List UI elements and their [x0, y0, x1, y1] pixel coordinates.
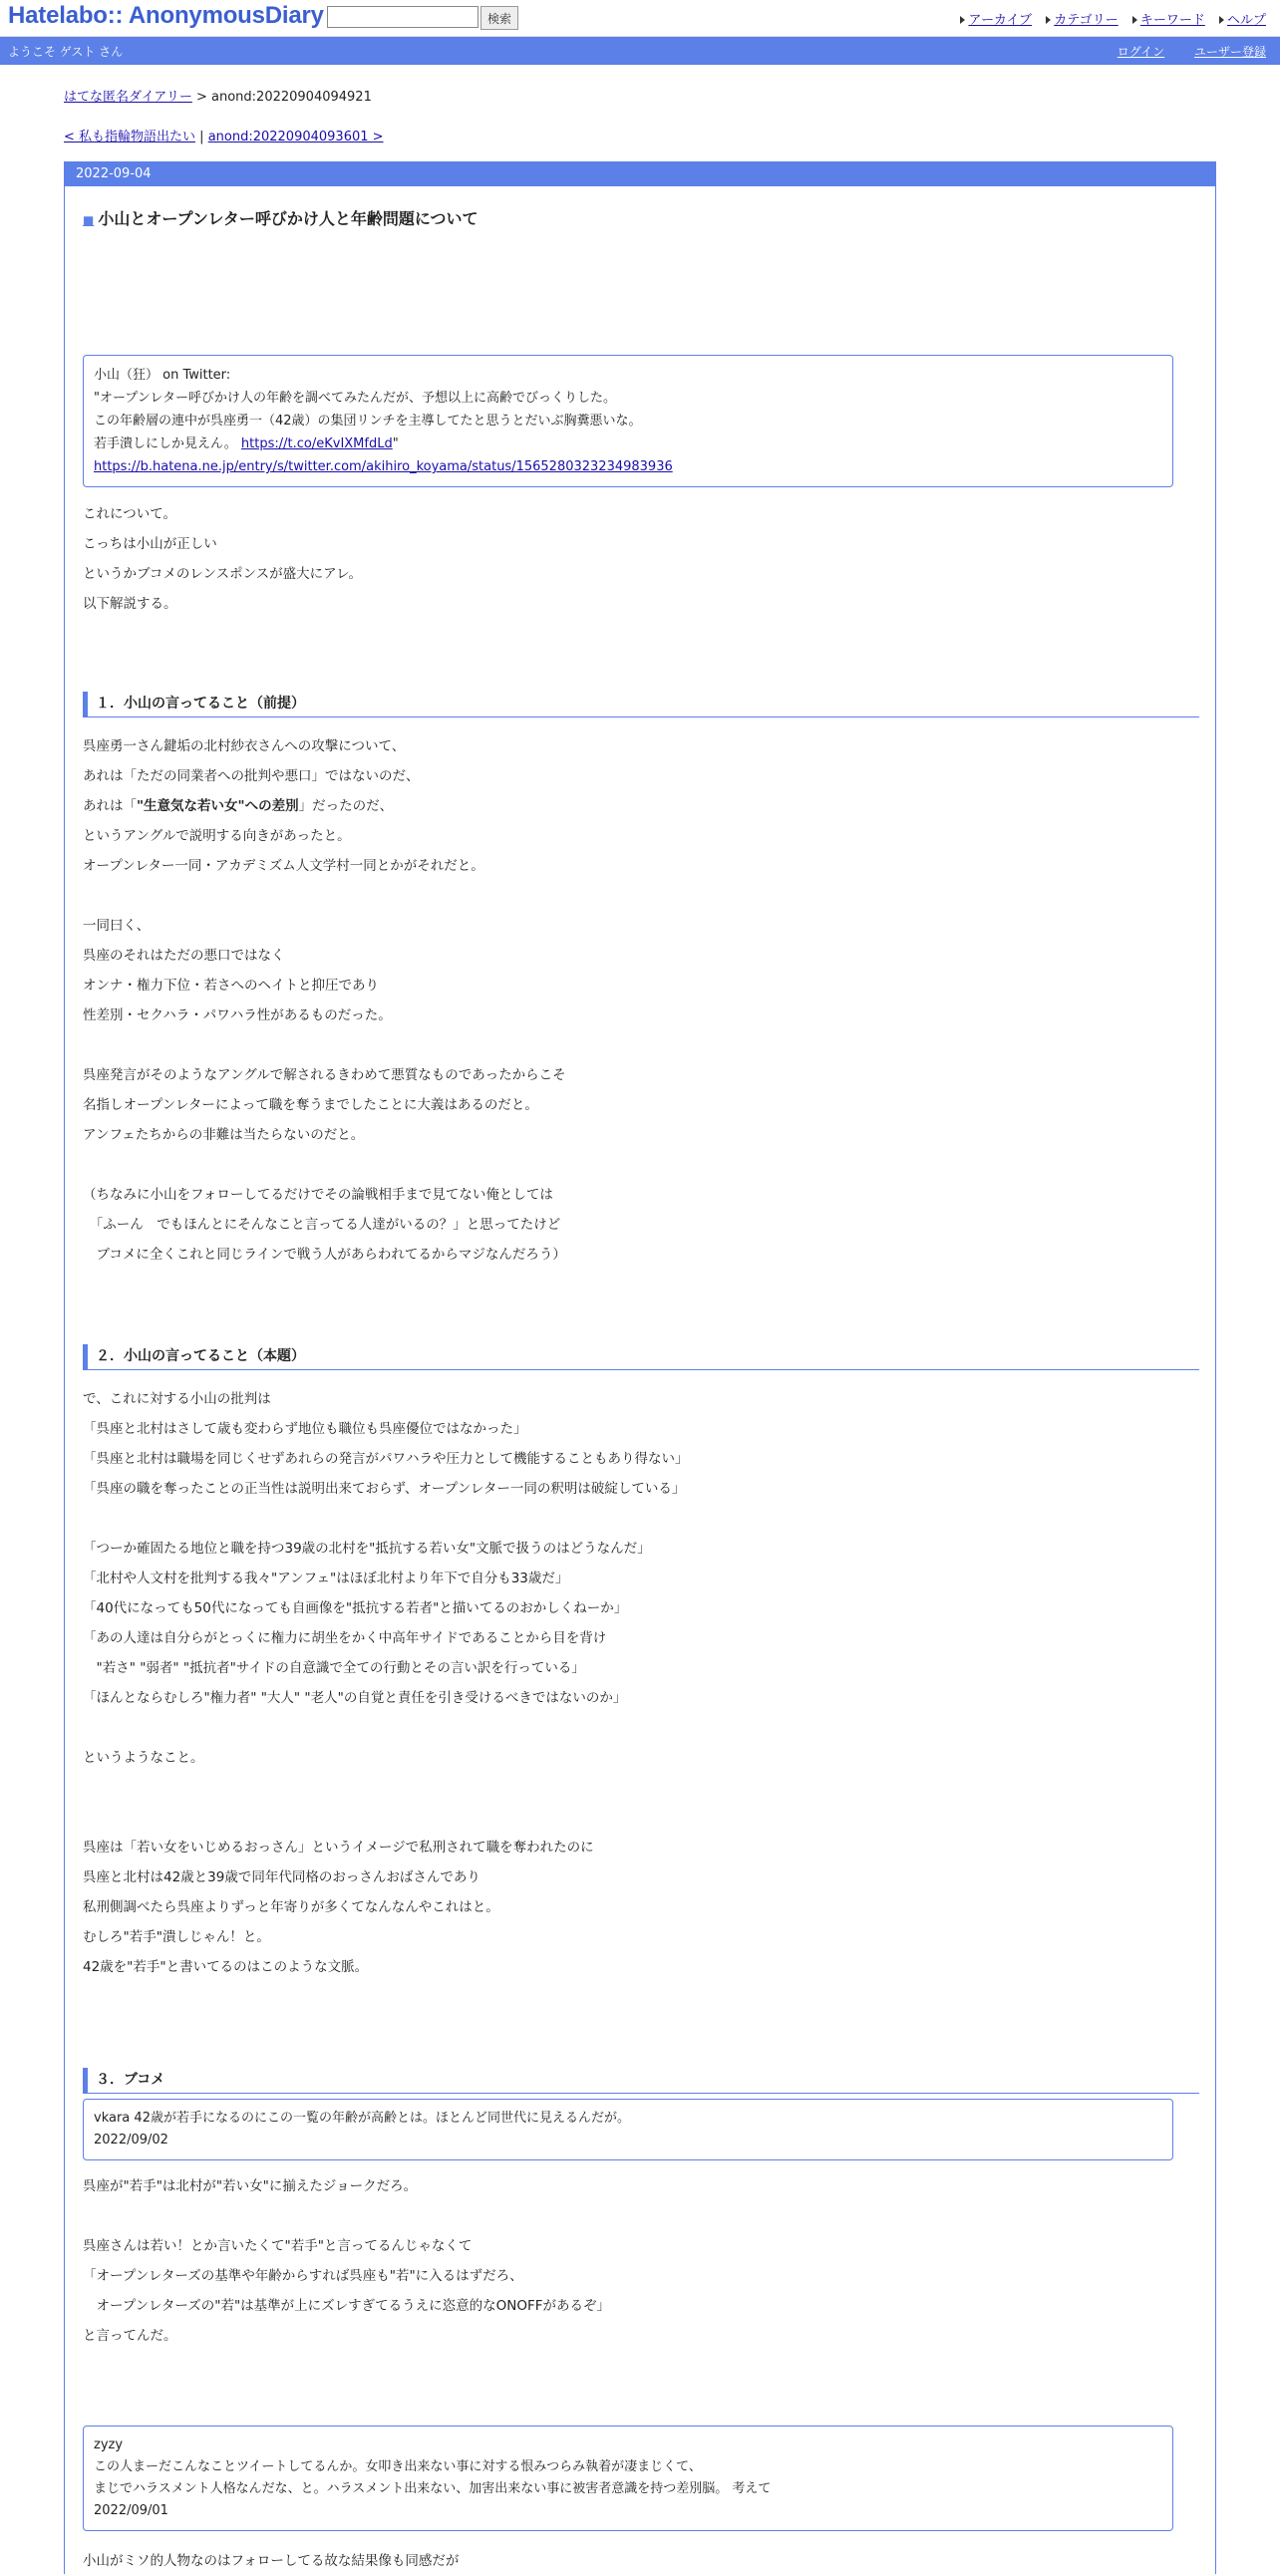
- breadcrumb-current: anond:20220904094921: [211, 90, 372, 105]
- text-line: 呉座さんは若い！とか言いたくて"若手"と言ってるんじゃなくて: [83, 2238, 473, 2254]
- text-line: というアングルで説明する向きがあったと。: [83, 828, 351, 844]
- section3-body: [83, 2171, 610, 2351]
- text-line: [83, 1030, 566, 1060]
- text-line: 名指しオープンレターによって職を奪うまでしたことに大義はあるのだと。: [83, 1097, 538, 1113]
- text-line: 呉座勇一さん鍵垢の北村紗衣さんへの攻撃について、: [83, 738, 406, 754]
- arrow-icon: [960, 16, 965, 24]
- breadcrumb-home[interactable]: はてな匿名ダイアリー: [64, 90, 192, 105]
- text-line: オープンレター一同・アカデミズム人文学村一同とかがそれだと。: [83, 858, 484, 874]
- text-line: と言ってんだ。: [83, 2328, 177, 2344]
- text-line: 呉座と北村は42歳と39歳で同年代同格のおっさんおばさんであり: [83, 1869, 480, 1885]
- text-line: むしろ"若手"潰しじゃん！と。: [83, 1929, 270, 1945]
- text-line: （ちなみに小山をフォローしてるだけでその論戦相手まで見てない俺としては: [83, 1187, 553, 1203]
- entry-title: [83, 206, 479, 229]
- text-line: あれは「"生意気な若い女"への差別」だったのだ、: [83, 798, 394, 814]
- section2-body: [83, 1384, 689, 1982]
- bookmark-text: まじでハラスメント人格なんだな、と。ハラスメント出来ない、加害出来ない事に被害者意識を持つ差別脳。 考えて: [94, 2481, 772, 2496]
- next-entry-link[interactable]: anond:20220904093601 >: [207, 130, 384, 144]
- quote-line: この年齢層の連中が呉座勇一（42歳）の集団リンチを主導してたと思うとだいぶ胸糞悪いな。: [94, 414, 642, 429]
- text-line: 呉座のそれはただの悪口ではなく: [83, 948, 285, 964]
- section1-body: [83, 731, 566, 1270]
- text-line: "若さ" "弱者" "抵抗者"サイドの自意識で全ての行動とその言い訳を行っている」: [83, 1660, 585, 1676]
- arrow-icon: [1132, 16, 1137, 24]
- section-heading: ３．ブコメ: [83, 2068, 1199, 2094]
- quote-line: 小山（狂） on Twitter:: [94, 368, 231, 383]
- quote-line: 若手潰しにしか見えん。: [94, 436, 241, 451]
- bold-text: "生意気な若い女"への差別: [137, 798, 299, 814]
- text-line: [83, 1713, 689, 1743]
- text-line: というかブコメのレンスポンスが盛大にアレ。: [83, 566, 363, 582]
- text-line: 「40代になっても50代になっても自画像を"抵抗する若者"と描いてるのおかしくねーか」: [83, 1600, 628, 1616]
- text-line: 「呉座と北村はさして歳も変わらず地位も職位も呉座優位ではなかった」: [83, 1421, 527, 1437]
- text-line: 以下解説する。: [83, 596, 177, 612]
- text-line: というようなこと。: [83, 1750, 204, 1766]
- text-line: オープンレターズの"若"は基準が上にズレすぎてるうえに恣意的なONOFFがあるぞ」: [83, 2298, 611, 2314]
- text-line: 「呉座と北村は職場を同じくせずあれらの発言がパワハラや圧力として機能することもあり得ない」: [83, 1451, 689, 1467]
- text-line: [83, 1150, 566, 1180]
- quote-source-link[interactable]: https://b.hatena.ne.jp/entry/s/twitter.com/akihiro_koyama/status/1565280323234983936: [94, 459, 673, 474]
- bookmark-date: 2022/09/02: [94, 2133, 168, 2147]
- entry: [64, 161, 1216, 2574]
- bookmark-text: この人まーだこんなことツイートしてるんか。女叩き出来ない事に対する恨みつらみ執着が凄まじくて、: [94, 2459, 702, 2474]
- breadcrumb: [64, 86, 372, 105]
- user-nav: [1092, 43, 1266, 60]
- nav-archive[interactable]: アーカイブ: [968, 13, 1033, 28]
- text-line: ブコメに全くこれと同じラインで戦う人があらわれてるからマジなんだろう）: [83, 1247, 566, 1263]
- bookmark-text: 42歳が若手になるのにこの一覧の年齢が高齢とは。ほとんど同世代に見えるんだが。: [134, 2111, 630, 2126]
- bookmark-user[interactable]: vkara: [94, 2111, 131, 2126]
- entry-title-text: 小山とオープンレター呼びかけ人と年齢問題について: [98, 209, 479, 228]
- text-line: で、これに対する小山の批判は: [83, 1391, 271, 1407]
- text-line: [83, 2201, 610, 2231]
- arrow-icon: [1046, 16, 1051, 24]
- nav-keyword[interactable]: キーワード: [1139, 13, 1205, 28]
- text-line: 呉座は「若い女をいじめるおっさん」というイメージで私刑されて職を奪われたのに: [83, 1840, 594, 1856]
- text-line: オンナ・権力下位・若さへのヘイトと抑圧であり: [83, 978, 379, 994]
- text-line: [83, 1803, 689, 1833]
- search-button[interactable]: 検索: [480, 6, 518, 30]
- welcome-bar: [0, 37, 1280, 65]
- text-line: 一同曰く、: [83, 918, 151, 934]
- nav-category[interactable]: カテゴリー: [1054, 13, 1119, 28]
- entry-date: 2022-09-04: [65, 162, 1215, 186]
- section-heading: １．小山の言ってること（前提）: [83, 692, 1199, 717]
- bookmark-comment: [83, 2426, 1173, 2531]
- text-line: 私刑側調べたら呉座よりずっと年寄りが多くてなんなんやこれはと。: [83, 1899, 499, 1915]
- bookmark-date: 2022/09/01: [94, 2503, 168, 2518]
- text-line: 42歳を"若手"と書いてるのはこのような文脈。: [83, 1959, 369, 1975]
- prevnext-separator: |: [195, 130, 208, 144]
- text-line: 性差別・セクハラ・パワハラ性があるものだった。: [83, 1007, 392, 1023]
- section-heading: ２．小山の言ってること（本題）: [83, 1344, 1199, 1370]
- text-line: アンフェたちからの非難は当たらないのだと。: [83, 1127, 365, 1143]
- text-line: [83, 1773, 689, 1803]
- text-line: あれは「ただの同業者への批判や悪口」ではないのだ、: [83, 768, 420, 784]
- text-line: 呉座発言がそのようなアングルで解されるきわめて悪質なものであったからこそ: [83, 1067, 566, 1083]
- breadcrumb-separator: >: [191, 90, 212, 105]
- quote-link[interactable]: https://t.co/eKvIXMfdLd: [240, 436, 393, 451]
- text-line: 「北村や人文村を批判する我々"アンフェ"はほぼ北村より年下で自分も33歳だ」: [83, 1571, 569, 1586]
- site-logo[interactable]: Hatelabo:: AnonymousDiary: [8, 2, 324, 29]
- text-line: [83, 1504, 689, 1534]
- intro-paragraph: [83, 499, 362, 619]
- nav-help[interactable]: ヘルプ: [1226, 13, 1266, 28]
- quote-line: "オープンレター呼びかけ人の年齢を調べてみたんだが、予想以上に高齢でびっくりした。: [94, 391, 616, 406]
- login-link[interactable]: ログイン: [1117, 45, 1165, 59]
- text-line: 「つーか確固たる地位と職を持つ39歳の北村を"抵抗する若い女"文脈で扱うのはどうなんだ」: [83, 1541, 651, 1557]
- tail-paragraph: [83, 2546, 459, 2576]
- text-line: 「ふーん でもほんとにそんなこと言ってる人達がいるの？」と思ってたけど: [83, 1217, 561, 1233]
- arrow-icon: [1219, 16, 1224, 24]
- search-input[interactable]: [327, 6, 479, 28]
- quote-box: [83, 355, 1173, 487]
- register-link[interactable]: ユーザー登録: [1193, 45, 1266, 59]
- text-line: [83, 881, 566, 911]
- text-line: 「ほんとならむしろ"権力者" "大人" "老人"の自覚と責任を引き受けるべきではないのか」: [83, 1690, 627, 1706]
- welcome-text: ようこそ ゲスト さん: [8, 45, 124, 59]
- text-line: これについて。: [83, 506, 176, 522]
- top-nav: [950, 9, 1266, 28]
- text-line: 小山がミソ的人物なのはフォローしてる故な結果像も同感だが: [83, 2553, 460, 2569]
- quote-line-tail: ": [392, 436, 399, 451]
- text-line: 「オープンレターズの基準や年齢からすれば呉座も"若"に入るはずだろ、: [83, 2268, 523, 2284]
- text-line: 「呉座の職を奪ったことの正当性は説明出来ておらず、オープンレター一同の釈明は破綻している」: [83, 1481, 686, 1497]
- bookmark-user[interactable]: zyzy: [94, 2437, 124, 2452]
- text-line: 呉座が"若手"は北村が"若い女"に揃えたジョークだろ。: [83, 2178, 418, 2194]
- prev-entry-link[interactable]: < 私も指輪物語出たい: [64, 130, 196, 144]
- top-header: [0, 0, 1280, 37]
- bookmark-comment: [83, 2099, 1173, 2160]
- prev-next-nav: [64, 126, 384, 144]
- text-line: こっちは小山が正しい: [83, 536, 217, 552]
- text-line: 「あの人達は自分らがとっくに権力に胡坐をかく中高年サイドであることから目を背け: [83, 1630, 607, 1646]
- entry-permalink-icon[interactable]: ■: [83, 213, 95, 227]
